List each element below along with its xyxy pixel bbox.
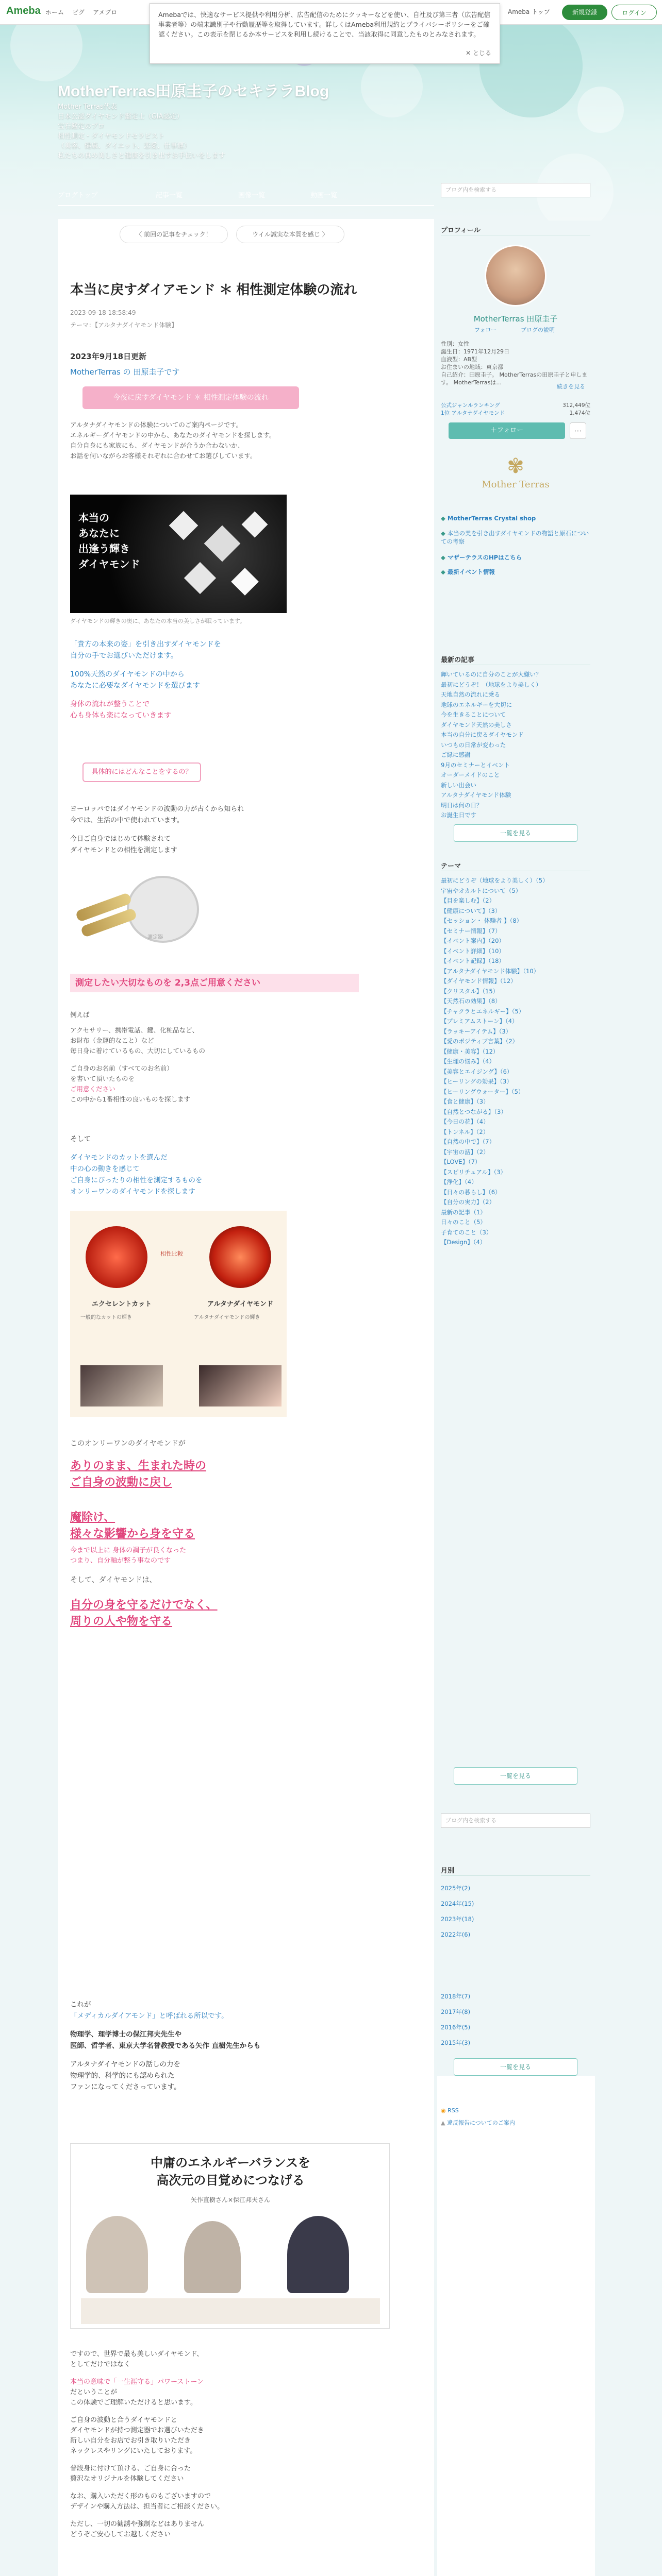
article-title: 本当に戻すダイアモンド ＊ 相性測定体験の流れ (70, 282, 357, 297)
topbar-home-link[interactable]: ホーム (45, 9, 64, 16)
altana-diamond-icon (209, 1226, 271, 1288)
bubble-decoration (10, 25, 82, 81)
text-line: どうぞご安心してお越しください (70, 2531, 171, 2538)
text-line: 「メディカルダイアモンド」と呼ばれる所以です。 (70, 2012, 228, 2020)
text-line: 医師、哲学者、東京大学名誉教授である矢作 直樹先生からも (70, 2042, 261, 2050)
quote-line: 周りの人や物を守る (70, 1615, 173, 1628)
theme-list (441, 876, 590, 1248)
link-label: MotherTerras Crystal shop (447, 515, 536, 522)
theme-link[interactable]: 【天然石の効果】（8） (441, 997, 501, 1005)
profile-info-line: 誕生日：1971年12月29日 (441, 348, 509, 355)
prev-entry-button[interactable]: 〈 前回の記事をチェック！ (120, 226, 228, 243)
month-link[interactable]: 2015年(3) (441, 2039, 471, 2046)
theme-heading: テーマ (441, 862, 461, 870)
device-caption: 測定器 (147, 935, 163, 940)
quote-line: 様々な影響から身を守る (70, 1528, 195, 1540)
profile-heading: プロフィール (441, 227, 481, 234)
hero-line: 出逢う輝き (78, 543, 130, 555)
diamond-icon (184, 562, 216, 594)
text-line: ダイヤモンドのカットを選んだ (70, 1154, 168, 1162)
blog-desc-line: Mother Terras代表 (58, 103, 117, 111)
text-line: 例えば (70, 1011, 90, 1019)
month-list-continued (441, 1989, 590, 2050)
theme-link[interactable]: 最新の記事（1） (441, 1208, 486, 1216)
text-line: この中から1番相性の良いものを探します (70, 1095, 190, 1103)
sidebar-search-input[interactable]: ブログ内を検索する (441, 183, 590, 197)
highlight-quote (70, 1597, 410, 1630)
rss-link[interactable] (441, 2107, 459, 2114)
recent-entry-link[interactable]: お誕生日です (441, 811, 476, 819)
blog-desc-line: 私たちの真の美しさと健康を引き出すお手伝いをします (58, 152, 226, 160)
theme-link[interactable]: 【セッション・ 体験者 】（8） (441, 917, 523, 924)
text-line: 身体の流れが整うことで (70, 700, 150, 708)
quote-line: 自分の身を守るだけでなく、 (70, 1599, 218, 1612)
theme-link[interactable]: 【イベント案内】（20） (441, 937, 505, 944)
recent-entry-link[interactable]: 天地自然の流れに乗る (441, 691, 500, 698)
text-line: 「貴方の本来の姿」を引き出すダイヤモンドを (70, 640, 221, 649)
recent-entry-link[interactable]: ご縁に感謝 (441, 751, 471, 758)
profile-info (441, 340, 590, 386)
article-paragraph (70, 1133, 410, 1197)
text-line: 今まで以上に 身体の調子が良くなった (70, 1547, 187, 1554)
text-line: お財布（金運的なこと）など (70, 1037, 154, 1044)
theme-link[interactable]: 【自然とつながる】（3） (441, 1108, 507, 1115)
excellent-cut-text: 一般的なカットの輝き (80, 1315, 132, 1320)
signup-button[interactable]: 新規登録 (562, 5, 607, 20)
profile-blog-link[interactable]: ブログの説明 (521, 327, 555, 333)
text-line: ですので、世界で最も美しいダイヤモンド、 (70, 2350, 204, 2358)
text-line: ダイヤモンドとの相性を測定します (70, 846, 177, 854)
text-line: ネックレスやリングにいたしております。 (70, 2447, 197, 2455)
theme-link[interactable]: 【健康について】（3） (441, 907, 501, 914)
hero-line: 本当の (78, 512, 109, 524)
measuring-device-image (70, 871, 204, 948)
text-line: 物理学的、科学的にも認められた (70, 2072, 175, 2080)
month-link[interactable]: 2023年(18) (441, 1916, 474, 1923)
hero-line: ダイヤモンド (78, 558, 140, 570)
recent-entry-link[interactable]: 今を生きることについて (441, 711, 506, 718)
month-heading: 月別 (441, 1867, 455, 1875)
gem-icon: ◆ (441, 554, 448, 561)
prepare-items-heading: 測定したい大切なものを 2,3点ご用意ください (70, 974, 359, 992)
month-more-button[interactable]: 一覧を見る (454, 2058, 577, 2076)
nav-blog-top[interactable]: ブログトップ (58, 192, 98, 199)
theme-link[interactable]: 【スピリチュアル】（3） (441, 1168, 507, 1176)
theme-link[interactable]: 【アルタナダイヤモンド体験】（10） (441, 967, 540, 975)
recent-entry-link[interactable]: いつもの日常が変わった (441, 741, 506, 749)
recent-heading: 最新の記事 (441, 656, 475, 664)
recent-entry-link[interactable]: 本当の自分に戻るダイヤモンド (441, 731, 524, 738)
recent-entry-link[interactable]: 地球のエネルギーを大切に (441, 701, 512, 708)
diamond-icon (169, 511, 198, 540)
theme-link[interactable]: 【今日の花】（4） (441, 1118, 489, 1125)
nav-divider (58, 205, 434, 206)
text-line: ヨーロッパではダイヤモンドの波動の力が古くから知られ (70, 805, 244, 813)
theme-link[interactable]: 【自分の実力】（2） (441, 1198, 495, 1206)
altana-diamond-label: アルタナダイヤモンド (207, 1300, 274, 1308)
text-line: ただし、一切の勧誘や強制などはありません (70, 2520, 205, 2528)
crystal-shop-link[interactable] (441, 513, 590, 524)
theme-link[interactable]: 【浄化】（4） (441, 1178, 477, 1185)
recent-more-button[interactable]: 一覧を見る (454, 824, 577, 842)
gem-icon: ◆ (441, 515, 448, 522)
gem-icon: ◆ (441, 530, 448, 537)
text-line: あなたに必要なダイヤモンドを選びます (70, 682, 200, 690)
profile-info-line: 血液型：AB型 (441, 356, 477, 363)
image-caption: ダイヤモンドの輝きの奥に、あなたの本当の美しさが眠っています。 (70, 618, 245, 624)
theme-link[interactable]: 子育てのこと（3） (441, 1228, 492, 1236)
theme-link[interactable]: 【チャクラとエネルギー】（5） (441, 1007, 525, 1015)
month-link[interactable]: 2022年(6) (441, 1931, 471, 1938)
global-nav (58, 185, 434, 204)
text-line: なお、購入いただく形のものもございますので (70, 2493, 211, 2500)
follow-menu-icon[interactable]: ⋯ (570, 422, 586, 439)
report-label: 違反報告についてのご案内 (446, 2120, 515, 2126)
text-line: 中の心の動きを感じて (70, 1165, 140, 1173)
month-link[interactable]: 2024年(15) (441, 1900, 474, 1907)
recent-entries-list (441, 670, 590, 821)
text-line: 毎日身に着けているもの、大切にしているもの (70, 1047, 206, 1055)
text-line: 贅沢なオリジナルを体験してください (70, 2475, 184, 2483)
text-line: お話を伺いながらお客様それぞれに合わせてお選びしています。 (70, 452, 257, 460)
blog-description (58, 102, 295, 161)
excellent-cut-icon (86, 1226, 147, 1288)
theme-link[interactable]: 【トンネル】（2） (441, 1128, 489, 1136)
text-line: これが (70, 2001, 91, 2009)
text-line: を書いて頂いたものを (70, 1075, 135, 1082)
text-line: ファンになってくださっています。 (70, 2083, 181, 2091)
article-heading: 2023年9月18日更新 (70, 352, 147, 361)
hero-line: あなたに (78, 527, 120, 539)
theme-link[interactable]: 【食と健康】（3） (441, 1098, 489, 1105)
sidebar-links (441, 513, 590, 578)
recent-entry-link[interactable]: ダイヤモンド天然の美しさ (441, 721, 512, 728)
article-paragraph (70, 1999, 410, 2093)
text-line: ダイヤモンドが持つ測定器でお選びいただき (70, 2427, 204, 2434)
text-line: 今日ご自身ではじめて体験されて (70, 835, 171, 843)
gem-icon: ◆ (441, 568, 448, 575)
nav-video-list[interactable]: 動画一覧 (310, 192, 338, 199)
profile-avatar[interactable] (485, 245, 547, 307)
theme-link[interactable]: 【生理の悩み】（4） (441, 1058, 495, 1065)
theme-link[interactable]: 【ダイヤモンド情報】（12） (441, 977, 517, 985)
text-line: 今では、生活の中で使われています。 (70, 817, 184, 824)
recent-entry-link[interactable]: 9月のセミナーとイベント (441, 761, 510, 769)
cookie-notice (150, 3, 500, 64)
theme-link[interactable]: 【ヒーリングウォーター】（5） (441, 1088, 524, 1095)
diamond-icon (204, 526, 241, 562)
login-button[interactable]: ログイン (611, 5, 657, 20)
article-paragraph (70, 804, 410, 856)
text-line: ご自身にぴったりの相性を測定するものを (70, 1176, 203, 1184)
article-theme[interactable]: テーマ：【アルタナダイヤモンド体験】 (70, 321, 178, 329)
nav-image-list[interactable]: 画像一覧 (238, 192, 266, 199)
theme-link[interactable]: 【クリスタル】（15） (441, 987, 499, 995)
cookie-notice-text: Amebaでは、快適なサービス提供や利用分析、広告配信のためにクッキーなどを使い、自社及び第三者（広告配信事業者等）の端末識別子や行動履歴等を取得しています。詳しくはAmeba利用規約とプライバシーポリシーをご確認ください。この表示を閉じるか本サービスを利用し続けることで、当該取得に同意したものとみなされます。 (158, 11, 491, 38)
text-line: 普段身に付けて頂ける、ご自身に合った (70, 2465, 191, 2472)
bubble-decoration (361, 56, 423, 117)
nav-entry-list[interactable]: 記事一覧 (156, 192, 183, 199)
ranking-label[interactable]: 公式ジャンルランキング (441, 402, 500, 409)
theme-link[interactable]: 【自然の中で】（7） (441, 1138, 495, 1145)
theme-link[interactable]: 【LOVE】（7） (441, 1158, 481, 1165)
text-line: 心も身体も楽になっていきます (70, 711, 171, 720)
text-line: 100%天然のダイヤモンドの中から (70, 670, 185, 679)
text-line: アルタナダイヤモンドの体験についてのご案内ページです。 (70, 421, 243, 429)
event-info-link[interactable] (441, 566, 590, 578)
profile-info-line: 性別：女性 (441, 341, 469, 347)
profile-more-link[interactable]: 続きを見る (557, 383, 585, 390)
comparison-arrow: 相性比較 (160, 1250, 183, 1257)
recent-entry-link[interactable]: 明日は何の日？ (441, 801, 483, 809)
diamond-story-link[interactable] (441, 529, 590, 546)
theme-link[interactable]: 日々のこと（5） (441, 1218, 486, 1226)
sidebar-continued-bg (437, 2076, 595, 2576)
profile-follow-link[interactable]: フォロー (474, 327, 497, 333)
link-label: マザーテラスのHPはこちら (447, 554, 522, 561)
theme-link[interactable]: 【セミナー情報】（7） (441, 927, 501, 935)
text-line: 本当の意味で「一生涯守る」パワーストーン (70, 2378, 204, 2386)
month-link[interactable]: 2017年(8) (441, 2008, 471, 2015)
ranking-value: 1,474位 (569, 410, 590, 416)
theme-link[interactable]: 【イベント詳細】（10） (441, 947, 505, 955)
person-photo (86, 2216, 148, 2293)
text-line: 自分自身にも家族にも、ダイヤモンドが合うか合わないか、 (70, 442, 244, 449)
text-line: デザインや購入方法は、担当者にご相談ください。 (70, 2503, 224, 2511)
what-to-do-box: 具体的にはどんなことをするの？ (82, 762, 201, 782)
text-line: 自分の手でお選びいただけます。 (70, 652, 178, 660)
recent-entry-link[interactable]: オーダーメイドのこと (441, 771, 500, 778)
sidebar-search-input-2[interactable]: ブログ内を検索する (441, 1814, 590, 1828)
magazine-title-line: 高次元の目覚めにつなげる (156, 2173, 305, 2188)
theme-link[interactable]: 【健康・美容】（12） (441, 1047, 499, 1055)
text-line: ご用意ください (70, 1085, 115, 1093)
recent-entry-link[interactable]: 最初にどうぞ！（地球をより美しく） (441, 681, 542, 688)
blog-desc-line: （美容、健康、ダイエット、恋愛、仕事運） (58, 142, 191, 150)
article-paragraph (70, 1546, 410, 1566)
ameba-logo[interactable]: Ameba (6, 5, 41, 16)
theme-link[interactable]: 宇宙やオカルトについて（5） (441, 887, 522, 894)
text-line: ご自身のお名前（すべてのお名前） (70, 1064, 173, 1072)
text-line: だということが (70, 2388, 118, 2396)
person-photo (184, 2221, 241, 2293)
rss-icon: ◉ (441, 2107, 448, 2114)
blog-desc-line: 日本公認ダイヤモンド鑑定士（GIA認定） (58, 113, 184, 121)
month-link[interactable]: 2025年(2) (441, 1885, 471, 1892)
theme-more-button[interactable]: 一覧を見る (454, 1767, 577, 1785)
profile-name[interactable]: MotherTerras 田原圭子 (473, 314, 558, 324)
theme-link[interactable]: 【Design】（4） (441, 1239, 486, 1246)
follow-button[interactable]: ＋フォロー (449, 422, 565, 439)
diamond-cut-comparison-image (70, 1211, 287, 1417)
theme-link[interactable]: 【ヒーリングの効果】（3） (441, 1078, 512, 1085)
theme-link[interactable]: 【目を楽しむ】（2） (441, 897, 495, 904)
report-link[interactable] (441, 2119, 515, 2127)
profile-info-line: お住まいの地域：東京都 (441, 364, 503, 370)
blog-desc-line: 相性測定・ダイヤモンドセラピスト (58, 132, 165, 140)
diamond-icon (242, 512, 268, 538)
topbar-ameba-top-link[interactable]: Ameba トップ (508, 8, 550, 15)
bubble-decoration (577, 87, 624, 133)
diamond-hero-image (70, 495, 287, 613)
text-line: オンリーワンのダイヤモンドを探します (70, 1188, 195, 1196)
highlight-quote (70, 1458, 410, 1491)
article-paragraph (70, 639, 410, 721)
month-link[interactable]: 2018年(7) (441, 1993, 471, 2000)
theme-link[interactable]: 最初にどうぞ（地球をより美しく）（5） (441, 877, 549, 884)
rss-label: RSS (448, 2107, 459, 2114)
text-line: アルタナダイヤモンドの話しの力を (70, 2060, 180, 2069)
article-intro: MotherTerras の 田原圭子です (70, 367, 180, 377)
theme-link[interactable]: 【美容とエイジング】（6） (441, 1067, 513, 1075)
warning-icon: ▲ (441, 2120, 447, 2126)
month-list (441, 1880, 590, 1942)
logo-text: Mother Terras (482, 479, 550, 490)
theme-link[interactable]: 【宇宙の話】（2） (441, 1148, 489, 1156)
next-entry-button[interactable]: ウイル誠実な本質を感じ 〉 (236, 226, 344, 243)
highlight-quote (70, 1510, 410, 1543)
theme-link[interactable]: 【プレミアムストーン】（4） (441, 1018, 518, 1025)
homepage-link[interactable] (441, 552, 590, 563)
cookie-close-button[interactable]: ✕ とじる (466, 49, 491, 57)
theme-link[interactable]: 【愛のポジティブ言葉】（2） (441, 1038, 519, 1045)
topbar-ameblo-link[interactable]: アメブロ (93, 9, 118, 16)
link-label: 最新イベント情報 (447, 568, 495, 575)
text-line: エネルギーダイヤモンドの中から、あなたのダイヤモンドを探します。 (70, 431, 276, 439)
person-photo (287, 2216, 349, 2293)
text-line: つまり、自分軸が整う事なのです (70, 1557, 171, 1565)
magazine-subtitle: 矢作直樹さん×保江邦夫さん (190, 2196, 271, 2204)
article-paragraph: このオンリーワンのダイヤモンドが (70, 1439, 186, 1448)
article-paragraph (70, 2349, 410, 2540)
theme-link[interactable]: 【ラッキーアイテム】（3） (441, 1027, 512, 1035)
altana-diamond-text: アルタナダイヤモンドの輝き (194, 1315, 260, 1320)
article-paragraph: そして、ダイヤモンドは、 (70, 1576, 157, 1584)
article-paragraph (70, 420, 410, 461)
topbar-pigg-link[interactable]: ピグ (72, 9, 85, 16)
article-paragraph (70, 1010, 410, 1105)
experience-flow-button[interactable]: 今夜に戻すダイヤモンド ＊ 相性測定体験の流れ (82, 386, 299, 409)
text-line: ご自身の波動と合うダイヤモンドと (70, 2416, 177, 2424)
excellent-cut-label: エクセレントカット (91, 1300, 152, 1308)
profile-info-line: 自己紹介：田原圭子。 MotherTerrasの田原圭子と申します。 MotherTerrasは... (441, 371, 588, 386)
recent-entry-link[interactable]: 輝いているのに自分のことが大嫌い？ (441, 671, 542, 678)
theme-link[interactable]: 【イベント記録】（18） (441, 957, 505, 964)
link-label: 本当の美を引き出すダイヤモンドの物語と原石についての考察 (441, 530, 589, 545)
quote-line: ご自身の波動に戻し (70, 1476, 173, 1489)
quote-line: 魔除け、 (70, 1511, 115, 1524)
magazine-feature-image (70, 2143, 390, 2329)
ranking-label[interactable]: 1位 アルタナダイヤモンド (441, 410, 505, 416)
recent-entry-link[interactable]: アルタナダイヤモンド体験 (441, 791, 511, 799)
blog-title[interactable]: MotherTerras田原圭子のセキララBlog (58, 83, 329, 100)
text-line: 新しい自分をお店でお引き取りいただき (70, 2437, 191, 2445)
recent-entry-link[interactable]: 新しい出会い (441, 781, 476, 789)
month-link[interactable]: 2016年(5) (441, 2024, 471, 2031)
motherterras-logo[interactable]: ✾ Mother Terras (474, 453, 557, 500)
text-line: この体験でご理解いただけると思います。 (70, 2399, 197, 2406)
text-line: そして (70, 1135, 91, 1143)
magazine-title-line: 中庸のエネルギーバランスを (150, 2155, 311, 2170)
article-date: 2023-09-18 18:58:49 (70, 309, 136, 316)
text-line: としてだけではなく (70, 2361, 131, 2368)
diamond-icon (231, 568, 259, 596)
theme-link[interactable]: 【日々の暮らし】（6） (441, 1188, 501, 1196)
text-line: 物理学、理学博士の保江邦夫先生や (70, 2030, 181, 2039)
ranking-value: 312,449位 (562, 402, 590, 409)
text-line: アクセサリー、携帯電話、鍵、化粧品など、 (70, 1026, 199, 1034)
ranking-values (554, 402, 590, 417)
blog-desc-line: 宝石鑑定のプロ (58, 123, 105, 130)
quote-line: ありのまま、生まれた時の (70, 1460, 207, 1472)
sidebar-divider (441, 1875, 590, 1876)
